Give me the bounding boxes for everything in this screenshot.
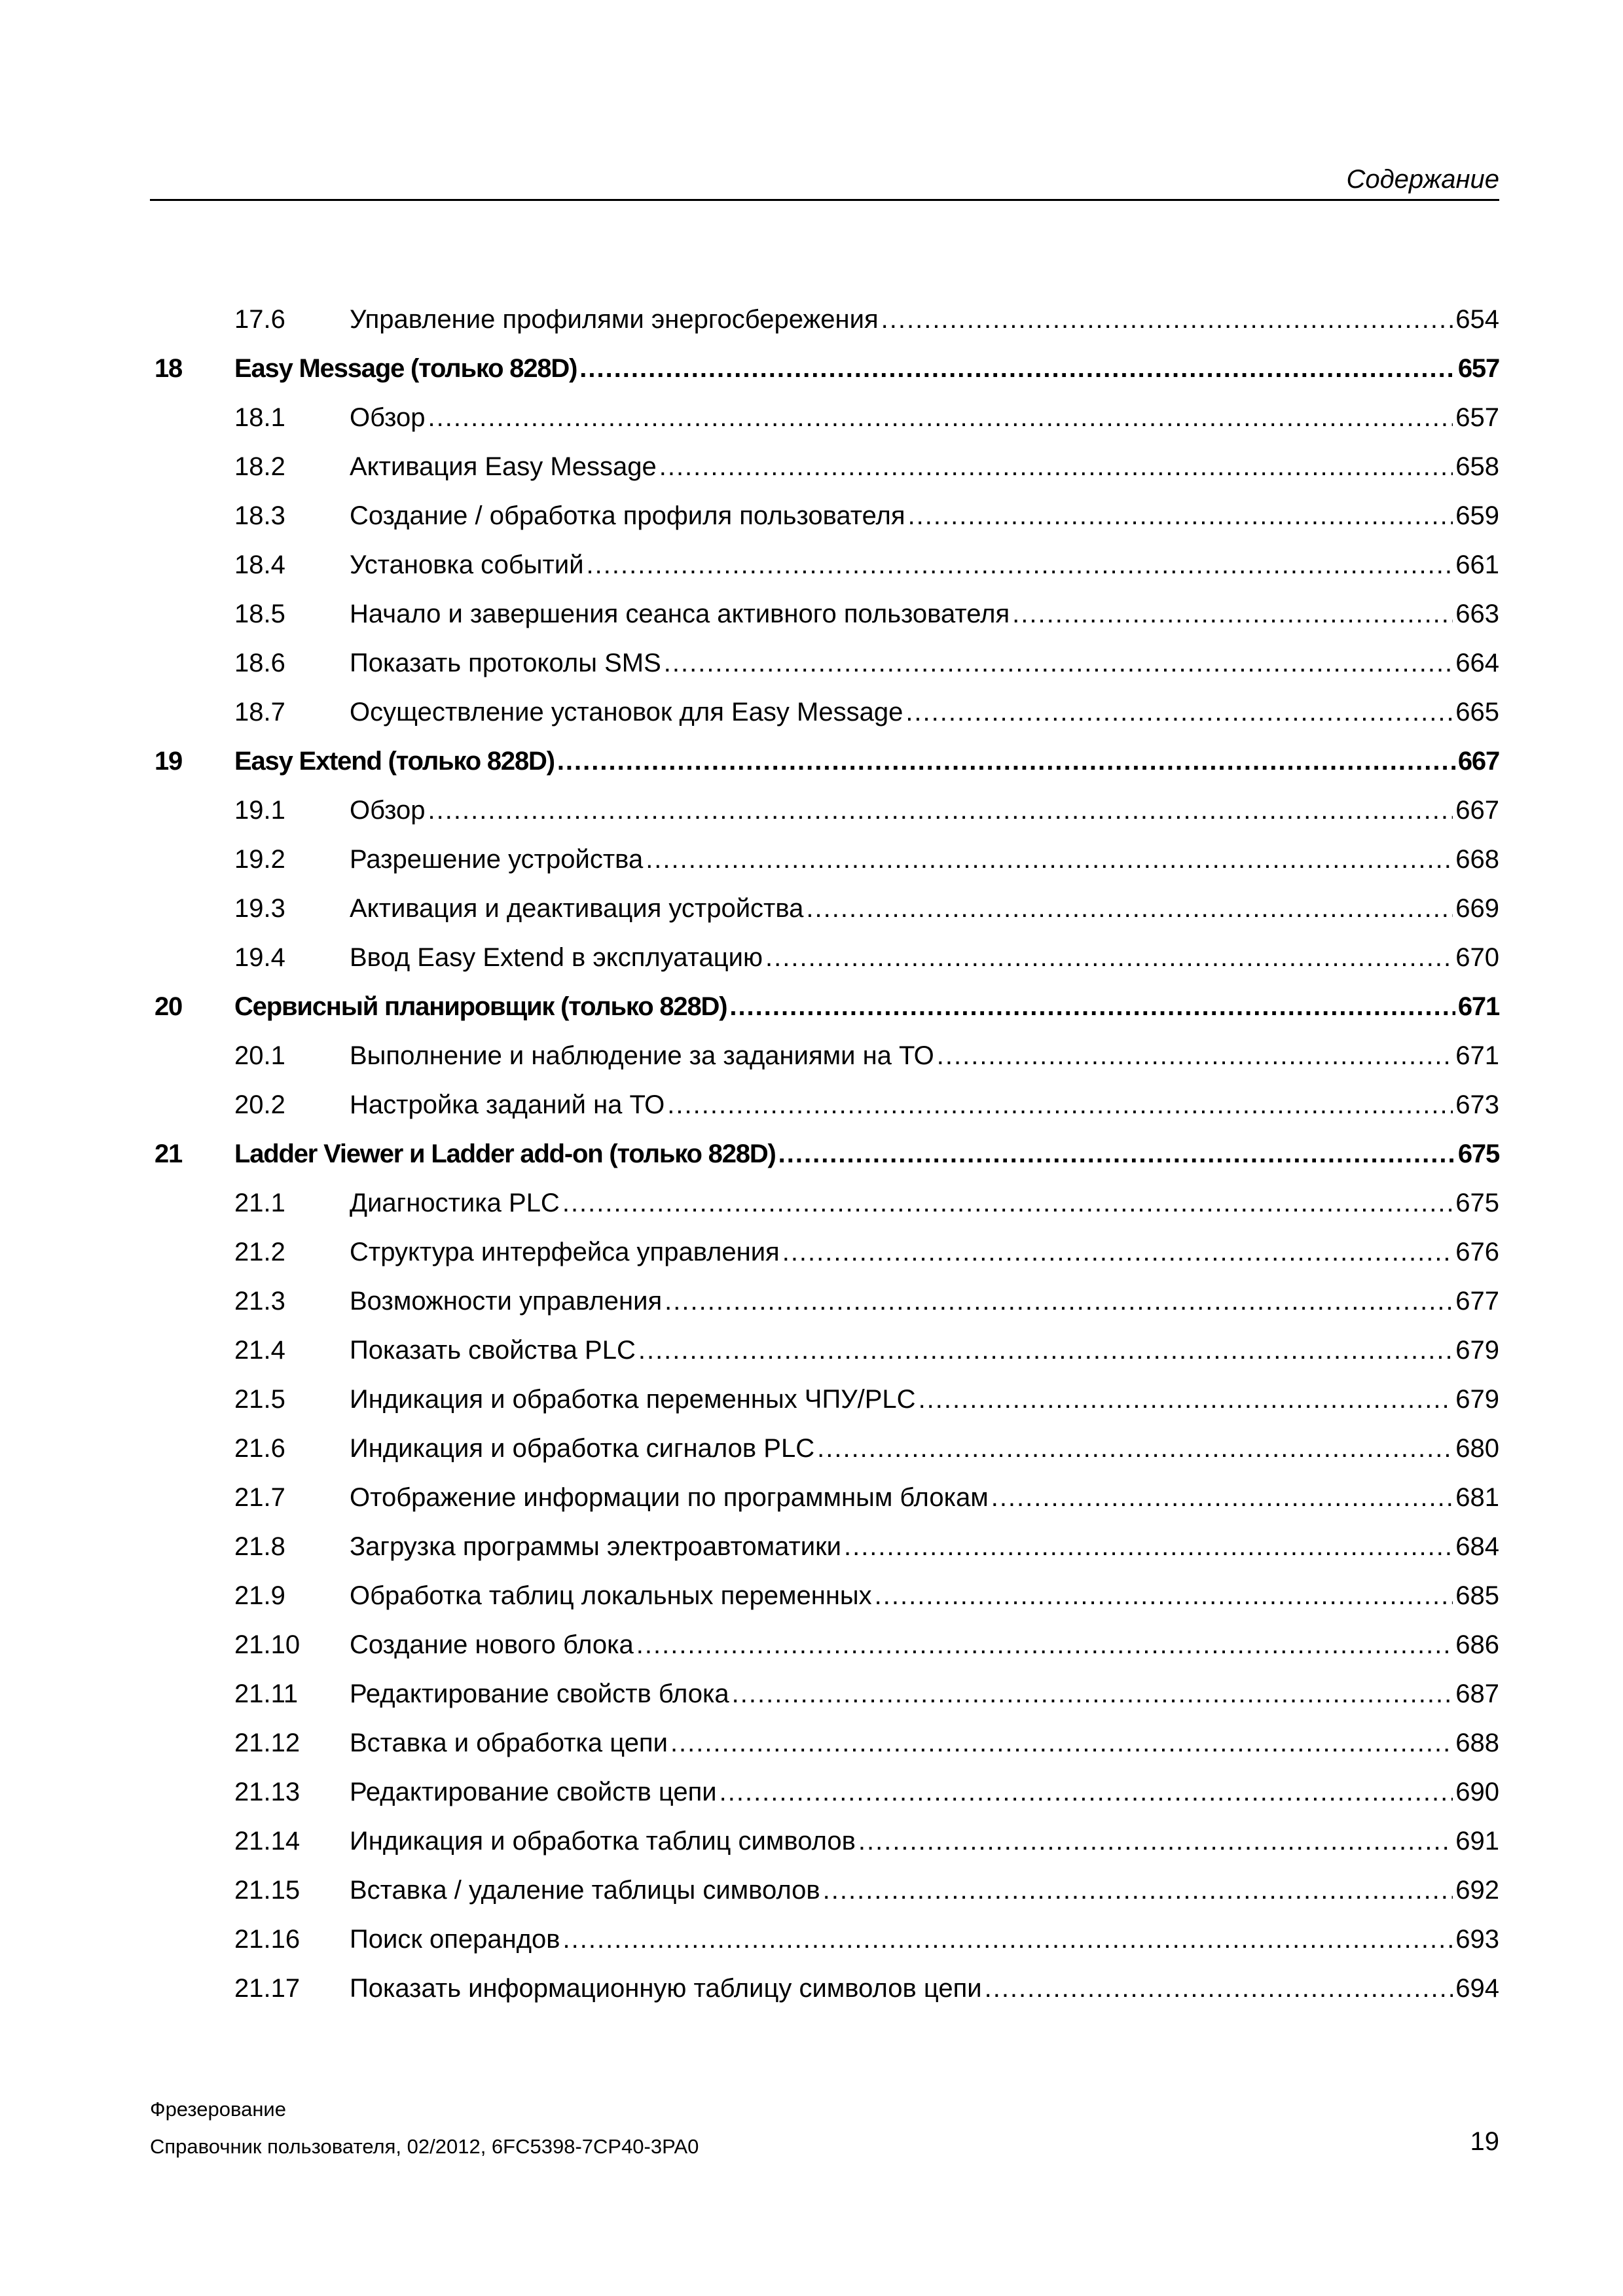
toc-entry-number: 21.16 — [234, 1925, 301, 1954]
toc-entry-number: 21.10 — [234, 1630, 301, 1659]
toc-leader-dots — [844, 1532, 1453, 1562]
toc-entry-title: Обзор — [350, 796, 426, 825]
toc-entry-title: Индикация и обработка сигналов PLC — [350, 1434, 815, 1463]
toc-section-entry[interactable] — [150, 1571, 1499, 1621]
toc-entry-line — [350, 501, 1499, 531]
toc-entry-line — [350, 1189, 1499, 1218]
toc-section-entry[interactable] — [150, 639, 1499, 688]
toc-leader-dots — [636, 1630, 1453, 1660]
toc-entry-page: 691 — [1455, 1827, 1499, 1856]
toc-entry-page: 694 — [1455, 1974, 1499, 2003]
toc-entry-line — [350, 943, 1499, 973]
toc-entry-title: Создание нового блока — [350, 1630, 634, 1659]
toc-entry-number: 21.7 — [234, 1483, 285, 1512]
toc-entry-number: 21.2 — [234, 1238, 285, 1266]
toc-entry-title: Сервисный планировщик (только 828D) — [234, 992, 727, 1021]
toc-entry-title: Обзор — [350, 403, 426, 432]
toc-entry-number: 18.4 — [234, 550, 285, 579]
toc-entry-page: 685 — [1455, 1581, 1499, 1610]
toc-chapter-entry[interactable] — [150, 344, 1499, 393]
toc-leader-dots — [646, 845, 1453, 874]
toc-entry-number: 18.3 — [234, 501, 285, 530]
toc-entry-page: 664 — [1455, 649, 1499, 677]
toc-entry-title: Ввод Easy Extend в эксплуатацию — [350, 943, 763, 972]
toc-entry-line — [350, 894, 1499, 924]
toc-entry-page: 670 — [1455, 943, 1499, 972]
toc-entry-number: 21.6 — [234, 1434, 285, 1463]
toc-leader-dots — [823, 1876, 1453, 1905]
toc-leader-dots — [720, 1778, 1453, 1807]
toc-leader-dots — [579, 354, 1455, 384]
toc-leader-dots — [638, 1336, 1453, 1365]
toc-section-entry[interactable] — [150, 884, 1499, 933]
toc-leader-dots — [806, 894, 1453, 924]
toc-entry-page: 684 — [1455, 1532, 1499, 1561]
toc-entry-title: Показать свойства PLC — [350, 1336, 636, 1365]
toc-entry-title: Поиск операндов — [350, 1925, 560, 1954]
toc-entry-number: 19 — [155, 747, 183, 776]
toc-entry-line — [350, 403, 1499, 433]
toc-entry-page: 686 — [1455, 1630, 1499, 1659]
toc-section-entry[interactable] — [150, 1670, 1499, 1719]
toc-section-entry[interactable] — [150, 1964, 1499, 2013]
toc-entry-line — [350, 1729, 1499, 1758]
footer-document-info: Справочник пользователя, 02/2012, 6FC5398-7CP40-3PA0 — [150, 2135, 699, 2158]
toc-entry-title: Структура интерфейса управления — [350, 1238, 780, 1266]
table-of-contents — [150, 295, 1499, 2013]
toc-entry-line — [350, 1581, 1499, 1611]
footer-product: Фрезерование — [150, 2098, 286, 2121]
toc-leader-dots — [908, 501, 1453, 531]
toc-entry-line — [350, 1336, 1499, 1365]
toc-entry-line — [350, 1925, 1499, 1954]
toc-entry-title: Диагностика PLC — [350, 1189, 560, 1217]
toc-section-entry[interactable] — [150, 1277, 1499, 1326]
toc-entry-number: 21.13 — [234, 1778, 301, 1806]
toc-entry-number: 19.2 — [234, 845, 285, 874]
toc-section-entry[interactable] — [150, 541, 1499, 590]
toc-section-entry[interactable] — [150, 1326, 1499, 1375]
toc-entry-title: Загрузка программы электроавтоматики — [350, 1532, 841, 1561]
toc-section-entry[interactable] — [150, 1031, 1499, 1081]
toc-entry-title: Активация Easy Message — [350, 452, 657, 481]
toc-entry-line — [350, 1532, 1499, 1562]
toc-entry-page: 668 — [1455, 845, 1499, 874]
toc-entry-title: Выполнение и наблюдение за заданиями на ТО — [350, 1041, 934, 1070]
toc-entry-title: Индикация и обработка переменных ЧПУ/PLC — [350, 1385, 916, 1414]
toc-entry-line — [350, 1238, 1499, 1267]
toc-entry-page: 690 — [1455, 1778, 1499, 1806]
toc-entry-number: 21.4 — [234, 1336, 285, 1365]
toc-entry-page: 677 — [1455, 1287, 1499, 1316]
toc-chapter-entry[interactable] — [150, 982, 1499, 1031]
toc-leader-dots — [729, 992, 1455, 1022]
toc-entry-number: 21 — [155, 1139, 183, 1168]
toc-section-entry[interactable] — [150, 1473, 1499, 1522]
toc-entry-page: 681 — [1455, 1483, 1499, 1512]
toc-entry-title: Настройка заданий на ТО — [350, 1090, 665, 1119]
toc-entry-line — [234, 747, 1499, 776]
toc-entry-title: Установка событий — [350, 550, 584, 579]
toc-entry-page: 665 — [1455, 698, 1499, 726]
toc-entry-line — [350, 1385, 1499, 1414]
toc-entry-page: 671 — [1457, 992, 1499, 1021]
toc-section-entry[interactable] — [150, 1817, 1499, 1866]
toc-entry-page: 687 — [1455, 1679, 1499, 1708]
toc-entry-page: 673 — [1455, 1090, 1499, 1119]
toc-entry-page: 667 — [1455, 796, 1499, 825]
toc-entry-number: 21.14 — [234, 1827, 301, 1856]
toc-entry-page: 669 — [1455, 894, 1499, 923]
toc-entry-number: 18.7 — [234, 698, 285, 726]
toc-entry-title: Показать информационную таблицу символов цепи — [350, 1974, 982, 2003]
toc-entry-line — [350, 305, 1499, 334]
toc-entry-line — [350, 550, 1499, 580]
toc-entry-title: Осуществление установок для Easy Message — [350, 698, 903, 726]
toc-leader-dots — [817, 1434, 1453, 1463]
toc-section-entry[interactable] — [150, 688, 1499, 737]
toc-entry-title: Разрешение устройства — [350, 845, 644, 874]
toc-entry-title: Активация и деактивация устройства — [350, 894, 804, 923]
toc-entry-page: 654 — [1455, 305, 1499, 334]
toc-entry-title: Ladder Viewer и Ladder add-on (только 828D) — [234, 1139, 776, 1168]
toc-entry-title: Начало и завершения сеанса активного пользователя — [350, 600, 1010, 628]
toc-entry-page: 680 — [1455, 1434, 1499, 1463]
toc-entry-number: 21.1 — [234, 1189, 285, 1217]
toc-entry-title: Редактирование свойств цепи — [350, 1778, 717, 1806]
toc-entry-page: 675 — [1457, 1139, 1499, 1168]
toc-entry-page: 693 — [1455, 1925, 1499, 1954]
toc-entry-line — [350, 452, 1499, 482]
toc-entry-title: Возможности управления — [350, 1287, 663, 1316]
toc-entry-title: Отображение информации по программным блокам — [350, 1483, 989, 1512]
toc-entry-page: 688 — [1455, 1729, 1499, 1757]
toc-entry-number: 18.5 — [234, 600, 285, 628]
toc-section-entry[interactable] — [150, 492, 1499, 541]
toc-entry-line — [234, 1139, 1499, 1169]
toc-leader-dots — [875, 1581, 1453, 1611]
toc-entry-line — [350, 1630, 1499, 1660]
footer-page-number: 19 — [1470, 2127, 1499, 2156]
toc-entry-page: 658 — [1455, 452, 1499, 481]
toc-entry-page: 657 — [1457, 354, 1499, 383]
toc-section-entry[interactable] — [150, 1915, 1499, 1964]
toc-section-entry[interactable] — [150, 933, 1499, 982]
toc-entry-number: 20.2 — [234, 1090, 285, 1119]
toc-entry-number: 21.17 — [234, 1974, 301, 2003]
toc-entry-page: 663 — [1455, 600, 1499, 628]
toc-entry-page: 679 — [1455, 1385, 1499, 1414]
toc-entry-line — [350, 1483, 1499, 1513]
toc-leader-dots — [782, 1238, 1453, 1267]
toc-entry-number: 18.2 — [234, 452, 285, 481]
toc-chapter-entry[interactable] — [150, 1130, 1499, 1179]
toc-entry-title: Показать протоколы SMS — [350, 649, 661, 677]
toc-entry-line — [234, 992, 1499, 1022]
toc-section-entry[interactable] — [150, 590, 1499, 639]
toc-chapter-entry[interactable] — [150, 737, 1499, 786]
toc-entry-line — [350, 649, 1499, 678]
toc-leader-dots — [905, 698, 1453, 727]
toc-section-entry[interactable] — [150, 1228, 1499, 1277]
toc-section-entry[interactable] — [150, 1522, 1499, 1571]
toc-entry-number: 21.5 — [234, 1385, 285, 1414]
toc-entry-number: 17.6 — [234, 305, 285, 334]
toc-leader-dots — [562, 1189, 1453, 1218]
toc-leader-dots — [985, 1974, 1453, 2003]
toc-entry-page: 659 — [1455, 501, 1499, 530]
toc-entry-number: 21.3 — [234, 1287, 285, 1316]
toc-section-entry[interactable] — [150, 1179, 1499, 1228]
toc-leader-dots — [765, 943, 1453, 973]
toc-entry-page: 661 — [1455, 550, 1499, 579]
toc-entry-number: 21.15 — [234, 1876, 301, 1905]
toc-section-entry[interactable] — [150, 442, 1499, 492]
toc-entry-number: 18.1 — [234, 403, 285, 432]
header-rule — [150, 199, 1499, 201]
toc-entry-number: 20 — [155, 992, 183, 1021]
toc-entry-number: 19.3 — [234, 894, 285, 923]
toc-entry-line — [350, 1287, 1499, 1316]
toc-entry-page: 679 — [1455, 1336, 1499, 1365]
toc-entry-title: Вставка и обработка цепи — [350, 1729, 668, 1757]
toc-entry-number: 21.12 — [234, 1729, 301, 1757]
page-header-title: Содержание — [1346, 165, 1499, 194]
toc-leader-dots — [778, 1139, 1455, 1169]
toc-entry-line — [350, 845, 1499, 874]
toc-entry-page: 675 — [1455, 1189, 1499, 1217]
toc-leader-dots — [670, 1729, 1453, 1758]
toc-section-entry[interactable] — [150, 1375, 1499, 1424]
toc-entry-line — [350, 1827, 1499, 1856]
toc-entry-line — [350, 1090, 1499, 1120]
toc-leader-dots — [1012, 600, 1453, 629]
toc-section-entry[interactable] — [150, 393, 1499, 442]
toc-section-entry[interactable] — [150, 295, 1499, 344]
toc-entry-line — [350, 1434, 1499, 1463]
toc-entry-page: 692 — [1455, 1876, 1499, 1905]
toc-entry-title: Управление профилями энергосбережения — [350, 305, 879, 334]
toc-leader-dots — [664, 649, 1453, 678]
toc-entry-number: 21.8 — [234, 1532, 285, 1561]
toc-leader-dots — [428, 796, 1453, 825]
toc-leader-dots — [991, 1483, 1453, 1513]
toc-leader-dots — [563, 1925, 1453, 1954]
toc-entry-page: 657 — [1455, 403, 1499, 432]
toc-entry-title: Вставка / удаление таблицы символов — [350, 1876, 820, 1905]
toc-entry-page: 671 — [1455, 1041, 1499, 1070]
toc-entry-line — [350, 600, 1499, 629]
toc-section-entry[interactable] — [150, 1768, 1499, 1817]
toc-entry-number: 18.6 — [234, 649, 285, 677]
toc-entry-page: 676 — [1455, 1238, 1499, 1266]
toc-entry-title: Обработка таблиц локальных переменных — [350, 1581, 872, 1610]
toc-section-entry[interactable] — [150, 786, 1499, 835]
toc-section-entry[interactable] — [150, 835, 1499, 884]
toc-leader-dots — [732, 1679, 1453, 1709]
toc-leader-dots — [858, 1827, 1453, 1856]
toc-entry-number: 19.1 — [234, 796, 285, 825]
toc-entry-line — [350, 796, 1499, 825]
toc-entry-number: 21.11 — [234, 1679, 299, 1708]
toc-entry-line — [350, 698, 1499, 727]
toc-entry-title: Индикация и обработка таблиц символов — [350, 1827, 856, 1856]
toc-section-entry[interactable] — [150, 1719, 1499, 1768]
toc-section-entry[interactable] — [150, 1621, 1499, 1670]
toc-leader-dots — [937, 1041, 1453, 1071]
toc-section-entry[interactable] — [150, 1081, 1499, 1130]
toc-entry-number: 20.1 — [234, 1041, 285, 1070]
toc-leader-dots — [665, 1287, 1453, 1316]
toc-leader-dots — [557, 747, 1455, 776]
toc-entry-title: Easy Extend (только 828D) — [234, 747, 555, 776]
toc-entry-title: Easy Message (только 828D) — [234, 354, 577, 383]
toc-entry-line — [350, 1876, 1499, 1905]
toc-entry-number: 21.9 — [234, 1581, 285, 1610]
toc-entry-line — [350, 1679, 1499, 1709]
toc-leader-dots — [881, 305, 1453, 334]
toc-entry-line — [234, 354, 1499, 384]
toc-entry-line — [350, 1974, 1499, 2003]
toc-leader-dots — [919, 1385, 1453, 1414]
toc-entry-title: Создание / обработка профиля пользователя — [350, 501, 905, 530]
toc-leader-dots — [428, 403, 1453, 433]
toc-entry-number: 18 — [155, 354, 183, 383]
toc-entry-number: 19.4 — [234, 943, 285, 972]
toc-entry-line — [350, 1778, 1499, 1807]
toc-section-entry[interactable] — [150, 1866, 1499, 1915]
toc-leader-dots — [667, 1090, 1453, 1120]
toc-entry-line — [350, 1041, 1499, 1071]
toc-section-entry[interactable] — [150, 1424, 1499, 1473]
toc-entry-page: 667 — [1457, 747, 1499, 776]
toc-leader-dots — [587, 550, 1453, 580]
toc-entry-title: Редактирование свойств блока — [350, 1679, 729, 1708]
toc-leader-dots — [659, 452, 1453, 482]
